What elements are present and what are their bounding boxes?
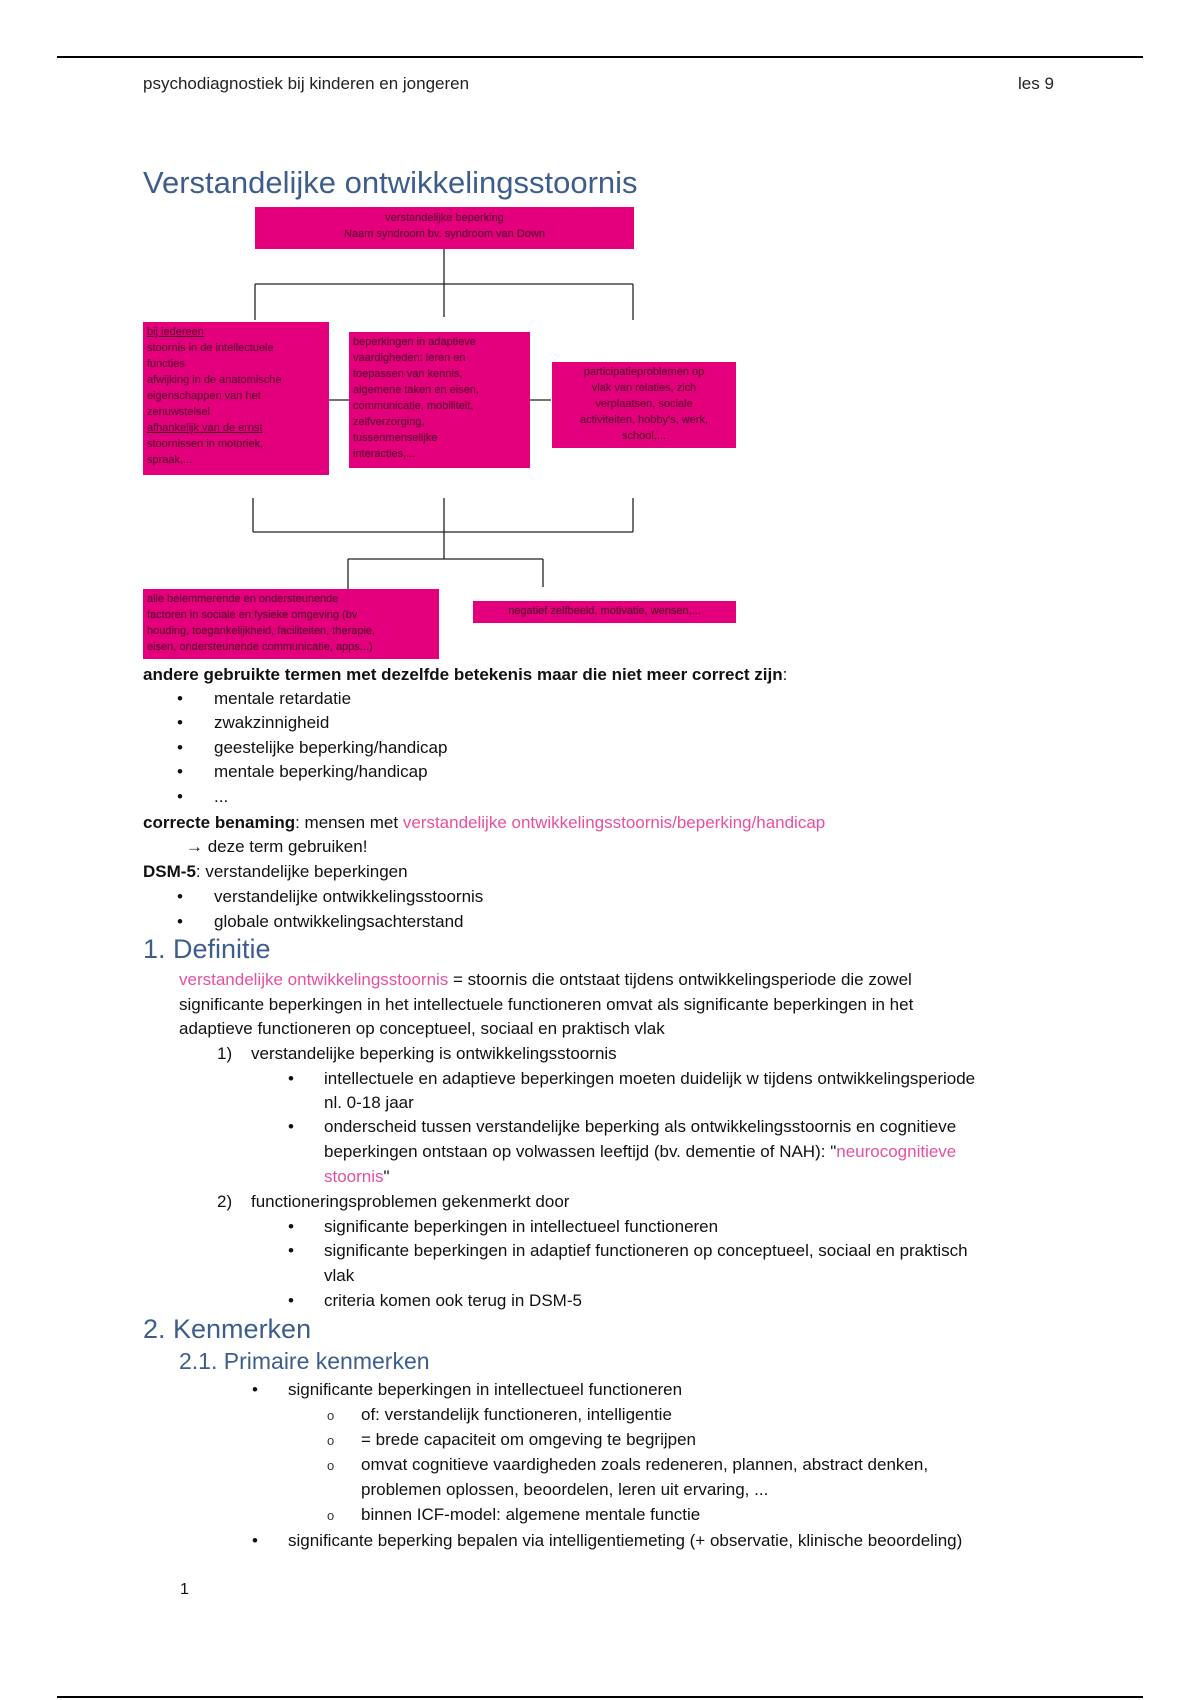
box-top-line-1: verstandelijke beperking — [385, 212, 504, 224]
box-top-line-2: Naam syndroom bv. syndroom van Down — [344, 228, 545, 240]
dsm-label: DSM-5 — [143, 862, 196, 881]
box-left-line: stoornissen in motoriek, — [147, 438, 264, 450]
header-lesson: les 9 — [1018, 74, 1054, 93]
definition-line-1 — [179, 970, 912, 990]
circle-bullet: o — [327, 1433, 335, 1448]
definition-term: verstandelijke ontwikkelingsstoornis — [179, 970, 449, 989]
box-left-line: functies — [147, 358, 185, 370]
diagram-box-left — [143, 322, 329, 475]
point-1-bullet-2-line-2 — [324, 1142, 956, 1162]
naming-rest: : mensen met — [295, 813, 403, 832]
terms-item: mentale beperking/handicap — [214, 762, 428, 781]
terms-intro-colon: : — [782, 665, 788, 684]
point-1-bullet-1-line-2: nl. 0-18 jaar — [324, 1093, 414, 1112]
bullet: • — [177, 787, 183, 806]
p1-b2-l3a: stoornis — [324, 1167, 384, 1186]
box-right-line: activiteiten, hobby's, werk, — [579, 414, 709, 426]
point-2-bullet-1: significante beperkingen in intellectueel functioneren — [324, 1217, 719, 1236]
box-left-line: spraak,... — [147, 454, 193, 466]
box-mid-line: beperkingen in adaptieve — [353, 336, 476, 348]
bullet: • — [177, 762, 183, 781]
terms-intro — [143, 665, 787, 685]
definition-line-3: adaptieve functioneren op conceptueel, sociaal en praktisch vlak — [179, 1019, 665, 1038]
bullet: • — [177, 713, 183, 732]
naming-term: verstandelijke ontwikkelingsstoornis/beperking/handicap — [402, 813, 826, 832]
correct-naming — [143, 813, 825, 833]
bullet: • — [288, 1117, 294, 1136]
box-bl-line: eisen, ondersteunende communicatie, apps...) — [147, 641, 373, 653]
sub-item-1: of: verstandelijk functioneren, intelligentie — [361, 1405, 672, 1424]
section-1-heading: 1. Definitie — [143, 934, 271, 964]
bullet: • — [177, 689, 183, 708]
point-1-bullet-2-line-3 — [324, 1167, 390, 1187]
box-bl-line: factoren in sociale en fysieke omgeving (bv — [147, 609, 358, 621]
terms-item: ... — [214, 787, 229, 806]
header-course: psychodiagnostiek bij kinderen en jongeren — [143, 74, 470, 93]
box-left-line: stoornis in de intellectuele — [147, 342, 274, 354]
point-1: verstandelijke beperking is ontwikkelingsstoornis — [251, 1044, 617, 1063]
box-mid-line: vaardigheden: leren en — [353, 352, 466, 364]
sub-item-4: binnen ICF-model: algemene mentale functie — [361, 1505, 701, 1524]
box-mid-line: communicatie, mobiliteit, — [353, 400, 474, 412]
box-mid-line: tussenmenselijke — [353, 432, 438, 444]
box-right-line: verplaatsen, sociale — [595, 398, 693, 410]
bullet: • — [288, 1291, 294, 1310]
box-mid-line: interacties,... — [353, 448, 416, 460]
box-left-line: zenuwstelsel — [147, 406, 210, 418]
box-mid-line: algemene taken en eisen, — [353, 384, 479, 396]
definition-rest: = stoornis die ontstaat tijdens ontwikkelingsperiode die zowel — [448, 970, 912, 989]
point-2: functioneringsproblemen gekenmerkt door — [251, 1192, 570, 1211]
naming-label: correcte benaming — [143, 813, 296, 832]
box-left-line: afwijking in de anatomische — [147, 374, 282, 386]
bullet: • — [177, 887, 183, 906]
page-number: 1 — [180, 1581, 189, 1598]
primary-bullet-1: significante beperkingen in intellectueel functioneren — [288, 1380, 683, 1399]
bullet: • — [177, 738, 183, 757]
diagram-box-bottom-right — [473, 601, 736, 623]
bullet: • — [252, 1531, 258, 1550]
section-2-1-heading: 2.1. Primaire kenmerken — [179, 1348, 430, 1374]
section-2-heading: 2. Kenmerken — [143, 1314, 312, 1344]
box-mid-line: zelfverzorging, — [353, 416, 425, 428]
p1-b2-l2a: beperkingen ontstaan op volwassen leeftijd (bv. dementie of NAH): " — [324, 1142, 837, 1161]
sub-item-3-line-2: problemen oplossen, beoordelen, leren uit ervaring, ... — [361, 1480, 769, 1499]
bullet: • — [252, 1380, 258, 1399]
point-2-bullet-2-line-2: vlak — [324, 1266, 355, 1285]
box-left-line: eigenschappen van het — [147, 390, 261, 402]
naming-arrow: → deze term gebruiken! — [186, 837, 368, 856]
box-right-line: school,... — [621, 430, 667, 442]
circle-bullet: o — [327, 1508, 335, 1523]
sub-item-2: = brede capaciteit om omgeving te begrijpen — [361, 1430, 697, 1449]
point-1-bullet-2-line-1: onderscheid tussen verstandelijke beperking als ontwikkelingsstoornis en cognitieve — [324, 1117, 957, 1136]
box-right-line: vlak van relaties, zich — [591, 382, 697, 394]
bottom-rule — [57, 1696, 1143, 1698]
bullet: • — [177, 912, 183, 931]
dsm-item: verstandelijke ontwikkelingsstoornis — [214, 887, 484, 906]
point-1-bullet-1-line-1: intellectuele en adaptieve beperkingen moeten duidelijk w tijdens ontwikkelingsperiode — [324, 1069, 976, 1088]
bullet: • — [288, 1069, 294, 1088]
diagram-box-right — [552, 362, 736, 448]
terms-intro-label: andere gebruikte termen met dezelfde betekenis maar die niet meer correct zijn — [143, 665, 783, 684]
terms-item: mentale retardatie — [214, 689, 352, 708]
box-bl-line: houding, toegankelijkheid, faciliteiten, therapie, — [147, 625, 376, 637]
diagram-box-bottom-left — [143, 589, 439, 659]
terms-item: geestelijke beperking/handicap — [214, 738, 448, 757]
page-title: Verstandelijke ontwikkelingsstoornis — [143, 165, 638, 200]
bullet: • — [288, 1217, 294, 1236]
point-2-bullet-2-line-1: significante beperkingen in adaptief functioneren op conceptueel, sociaal en praktisch — [324, 1241, 968, 1260]
terms-item: zwakzinnigheid — [214, 713, 330, 732]
box-left-heading-2: afhankelijk van de ernst — [147, 422, 263, 434]
box-right-line: participatieproblemen op — [583, 366, 705, 378]
dsm-line — [143, 862, 408, 882]
p1-b2-l2b: neurocognitieve — [836, 1142, 957, 1161]
diagram-box-middle — [349, 332, 530, 468]
definition-line-2: significante beperkingen in het intellectuele functioneren omvat als significante beperkingen in het — [179, 995, 914, 1014]
point-2-number: 2) — [217, 1192, 233, 1211]
p1-b2-l3b: " — [383, 1167, 390, 1186]
box-left-heading-1: bij iedereen — [147, 326, 204, 338]
dsm-rest: : verstandelijke beperkingen — [195, 862, 408, 881]
primary-bullet-2: significante beperking bepalen via intelligentiemeting (+ observatie, klinische beoordeling) — [288, 1531, 963, 1550]
sub-item-3-line-1: omvat cognitieve vaardigheden zoals redeneren, plannen, abstract denken, — [361, 1455, 929, 1474]
bullet: • — [288, 1241, 294, 1260]
point-2-bullet-3: criteria komen ook terug in DSM-5 — [324, 1291, 582, 1310]
diagram-box-top — [255, 207, 634, 249]
circle-bullet: o — [327, 1408, 335, 1423]
box-br-line: negatief zelfbeeld, motivatie, wensen,... — [508, 605, 701, 617]
point-1-number: 1) — [217, 1044, 233, 1063]
box-bl-line: alle belemmerende en ondersteunende — [147, 593, 339, 605]
box-mid-line: toepassen van kennis, — [353, 368, 463, 380]
circle-bullet: o — [327, 1458, 335, 1473]
dsm-item: globale ontwikkelingsachterstand — [214, 912, 464, 931]
